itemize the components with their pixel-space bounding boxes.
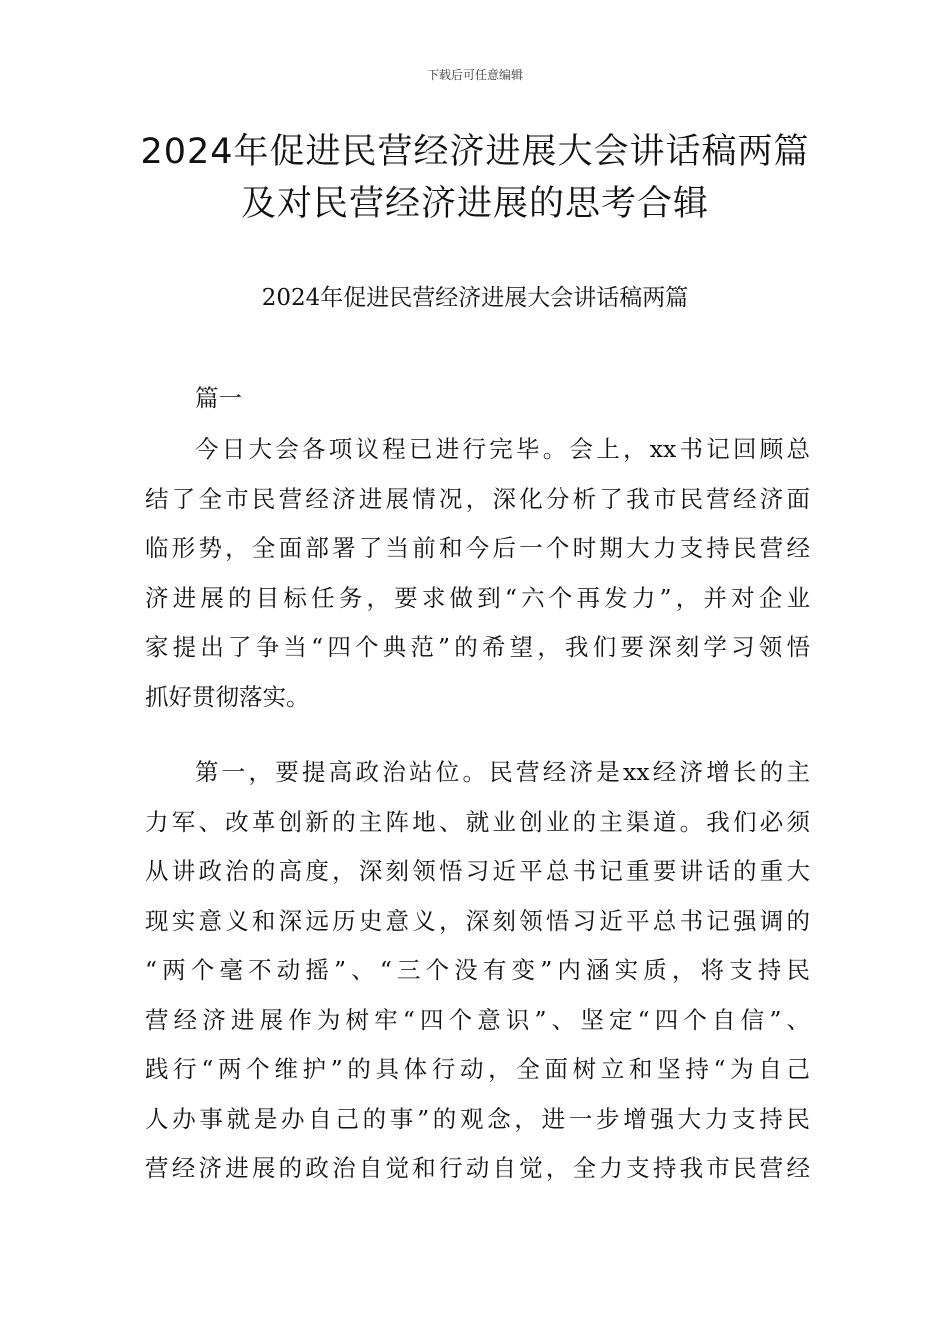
paragraph-line: 济进展的目标任务，要求做到“六个再发力”，并对企业	[145, 583, 810, 612]
paragraph-1	[145, 425, 810, 722]
paragraph-line: 临形势，全面部署了当前和今后一个时期大力支持民营经	[145, 534, 810, 562]
paragraph-line: 第一，要提高政治站位。民营经济是xx经济增长的主	[195, 758, 810, 786]
paragraph-line: 现实意义和深远历史意义，深刻领悟习近平总书记强调的	[145, 906, 810, 935]
paragraph-line: 今日大会各项议程已进行完毕。会上，xx书记回顾总	[195, 435, 810, 463]
header-note: 下载后可任意编辑	[426, 68, 523, 82]
paragraph-line: 人办事就是办自己的事”的观念，进一步增强大力支持民	[145, 1104, 810, 1133]
paragraph-line: 结了全市民营经济进展情况，深化分析了我市民营经济面	[145, 484, 810, 513]
paragraph-2	[145, 748, 810, 1194]
paragraph-line: 从讲政治的高度，深刻领悟习近平总书记重要讲话的重大	[145, 857, 810, 885]
paragraph-line: “两个毫不动摇”、“三个没有变”内涵实质，将支持民	[145, 956, 810, 984]
paragraph-line: 力军、改革创新的主阵地、就业创业的主渠道。我们必须	[145, 807, 810, 836]
document-subtitle: 2024年促进民营经济进展大会讲话稿两篇	[261, 285, 689, 311]
title-line-2: 及对民营经济进展的思考合辑	[240, 184, 709, 224]
document-title	[90, 126, 860, 230]
paragraph-line: 家提出了争当“四个典范”的希望，我们要深刻学习领悟	[145, 633, 810, 661]
paragraph-line: 营经济进展的政治自觉和行动自觉，全力支持我市民营经	[145, 1154, 810, 1182]
paragraph-line: 抓好贯彻落实。	[145, 682, 310, 711]
section-label: 篇一	[195, 384, 242, 412]
paragraph-line: 营经济进展作为树牢“四个意识”、坚定“四个自信”、	[145, 1005, 810, 1034]
paragraph-line: 践行“两个维护”的具体行动，全面树立和坚持“为自己	[145, 1055, 810, 1083]
title-line-1: 2024年促进民营经济进展大会讲话稿两篇	[140, 132, 810, 172]
